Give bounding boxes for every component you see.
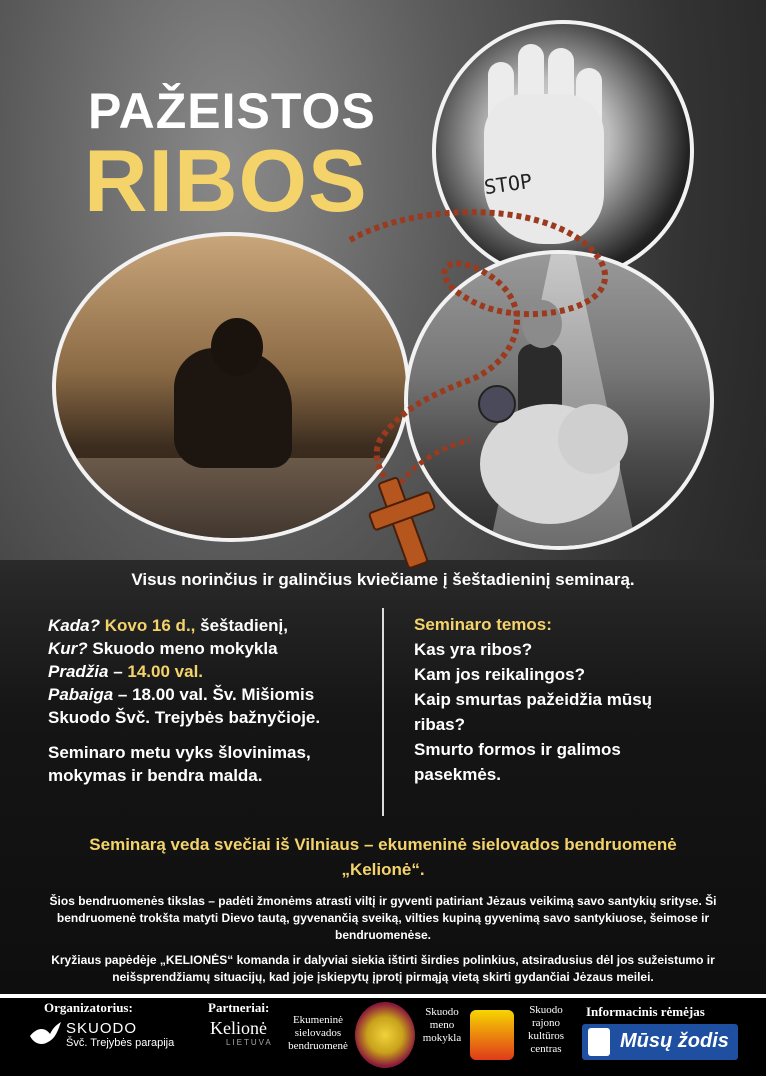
coat-of-arms-icon (588, 1028, 610, 1056)
topic-item: Kaip smurtas pažeidžia mūsų (414, 690, 653, 709)
lead-line-1: Seminarą veda svečiai iš Vilniaus – ekumeninė sielovados bendruomenė (89, 835, 677, 854)
sitting-girl-photo (52, 232, 410, 542)
spacer (48, 729, 368, 741)
child-with-bear-photo (404, 250, 714, 550)
kulturos-centras-description: Skuodo rajono kultūros centras (527, 1004, 565, 1055)
topic-item: Kam jos reikalingos? (414, 665, 585, 684)
start-label: Pradžia (48, 662, 109, 681)
seminar-lead (0, 832, 766, 882)
event-date: Kovo 16 d., (104, 616, 196, 635)
dove-icon (28, 1016, 62, 1050)
seminar-note-2: mokymas ir bendra malda. (48, 766, 263, 785)
where-label: Kur? (48, 639, 88, 658)
topic-item: Smurto formos ir galimos (414, 740, 621, 759)
meno-mokykla-logo (355, 1002, 415, 1068)
seminar-note-1: Seminaro metu vyks šlovinimas, (48, 743, 311, 762)
kelione-logo: Kelionė (210, 1018, 267, 1038)
hand-palm (484, 94, 604, 244)
lead-line-2: „Kelionė“. (341, 860, 425, 879)
column-divider (382, 608, 384, 816)
topic-item: ribas? (414, 715, 466, 734)
where-line (48, 637, 368, 660)
start-dash: – (108, 662, 128, 681)
kelione-description: Ekumeninė sielovados bendruomenė (288, 1014, 348, 1052)
media-sponsor-label: Informacinis rėmėjas (586, 1004, 705, 1019)
girl-head (211, 318, 263, 376)
when-label: Kada? (48, 616, 100, 635)
event-day: šeštadienį, (195, 616, 288, 635)
title-line-2: RIBOS (84, 131, 368, 230)
partners-label: Partneriai: (208, 1000, 270, 1015)
team-paragraph: Kryžiaus papėdėje „KELIONĖS“ komanda ir dalyviai siekia ištirti širdies polinkius, atsiradusius dėl jos sužeistumo ir neišsprendžiamų situacijų, kad joje įskiepytų įprotį pirmąją vietą skirti gydančiai Jėzaus meilei. (51, 953, 715, 984)
organizer-label: Organizatorius: (44, 1000, 133, 1015)
kulturos-centras-logo (470, 1010, 514, 1060)
wooden-dock (56, 458, 406, 542)
seminar-topics (414, 612, 734, 787)
start-line (48, 660, 368, 683)
teddy-bear-head (558, 404, 628, 474)
end-label: Pabaiga (48, 685, 114, 704)
title-line-1: PAŽEISTOS (88, 83, 376, 139)
organizer-subtitle: Švč. Trejybės parapija (66, 1037, 175, 1049)
invitation-text: Visus norinčius ir galinčius kviečiame į šeštadieninį seminarą. (131, 570, 635, 589)
organizer-logo: SKUODO (66, 1020, 138, 1037)
end-place: Skuodo Švč. Trejybės bažnyčioje. (48, 708, 321, 727)
community-goal-paragraph: Šios bendruomenės tikslas – padėti žmonėms atrasti viltį ir gyventi patiriant Jėzaus veikimą savo santykių srityse. Ši bendruomenė trokšta matyti Dievo tautą, gyvenančią sveiką, vilties kupiną gyvenimą savo santykiuose, šeimose ir bendruomenėse. (49, 894, 717, 942)
kelione-logo-subtitle: LIETUVA (226, 1038, 273, 1047)
stop-label: STOP (482, 168, 534, 200)
child-head (522, 300, 562, 348)
topics-heading: Seminaro temos: (414, 615, 552, 634)
stop-hand-photo (432, 20, 694, 282)
end-line (48, 683, 368, 706)
end-time: – 18.00 val. Šv. Mišiomis (113, 685, 315, 704)
event-place: Skuodo meno mokykla (87, 639, 278, 658)
topic-item: pasekmės. (414, 765, 501, 784)
when-line (48, 614, 368, 637)
start-time: 14.00 val. (127, 662, 204, 681)
meno-mokykla-description: Skuodo meno mokykla (422, 1006, 462, 1044)
musu-zodis-logo-text: Mūsų žodis (620, 1030, 729, 1052)
topic-item: Kas yra ribos? (414, 640, 533, 659)
event-details (48, 614, 368, 787)
